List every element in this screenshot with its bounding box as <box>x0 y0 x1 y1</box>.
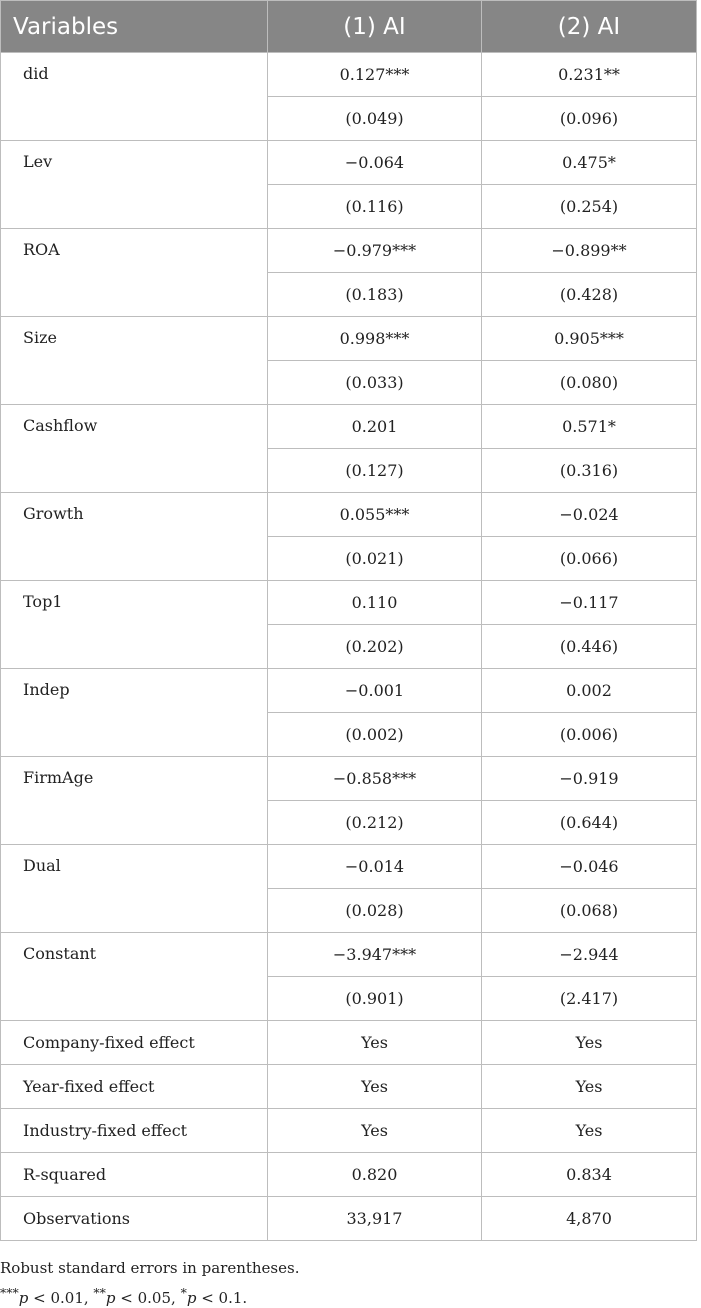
coefficient-cell: −0.919 <box>482 757 697 801</box>
coefficient-cell: 0.055*** <box>268 493 482 537</box>
coefficient-cell: −0.979*** <box>268 229 482 273</box>
variable-row <box>1 493 697 537</box>
summary-value: Yes <box>268 1065 482 1109</box>
variable-name: Constant <box>1 933 268 1021</box>
p-symbol: p <box>18 1289 29 1307</box>
variable-row <box>1 229 697 273</box>
variable-name: ROA <box>1 229 268 317</box>
standard-error-cell: (0.021) <box>268 537 482 581</box>
variable-name: Lev <box>1 141 268 229</box>
p-symbol: p <box>105 1289 116 1307</box>
significance-stars: ** <box>93 1285 106 1300</box>
summary-label: R-squared <box>1 1153 268 1197</box>
coefficient-cell: 0.127*** <box>268 53 482 97</box>
variable-name: Top1 <box>1 581 268 669</box>
coefficient-cell: −0.117 <box>482 581 697 625</box>
summary-label: Year-fixed effect <box>1 1065 268 1109</box>
summary-label: Industry-fixed effect <box>1 1109 268 1153</box>
coefficient-cell: 0.002 <box>482 669 697 713</box>
standard-error-cell: (0.068) <box>482 889 697 933</box>
summary-row <box>1 1153 697 1197</box>
variable-name: did <box>1 53 268 141</box>
standard-error-cell: (0.002) <box>268 713 482 757</box>
standard-error-cell: (0.127) <box>268 449 482 493</box>
header-col2: (2) AI <box>482 1 697 53</box>
variable-name: Size <box>1 317 268 405</box>
standard-error-cell: (0.183) <box>268 273 482 317</box>
footnote-significance <box>0 1285 247 1307</box>
standard-error-cell: (0.428) <box>482 273 697 317</box>
standard-error-cell: (0.049) <box>268 97 482 141</box>
variable-row <box>1 405 697 449</box>
standard-error-cell: (0.080) <box>482 361 697 405</box>
standard-error-cell: (0.644) <box>482 801 697 845</box>
table-header <box>1 1 697 53</box>
header-variables: Variables <box>1 1 268 53</box>
variable-row <box>1 141 697 185</box>
variable-name: FirmAge <box>1 757 268 845</box>
standard-error-cell: (0.254) <box>482 185 697 229</box>
variable-name: Indep <box>1 669 268 757</box>
summary-value: 4,870 <box>482 1197 697 1241</box>
coefficient-cell: −0.899** <box>482 229 697 273</box>
table-body <box>1 53 697 1241</box>
variable-row <box>1 317 697 361</box>
standard-error-cell: (0.202) <box>268 625 482 669</box>
variable-row <box>1 845 697 889</box>
summary-value: 0.834 <box>482 1153 697 1197</box>
standard-error-cell: (0.028) <box>268 889 482 933</box>
variable-row <box>1 581 697 625</box>
variable-row <box>1 669 697 713</box>
coefficient-cell: 0.475* <box>482 141 697 185</box>
standard-error-cell: (0.116) <box>268 185 482 229</box>
summary-value: Yes <box>268 1109 482 1153</box>
variable-row <box>1 757 697 801</box>
coefficient-cell: 0.571* <box>482 405 697 449</box>
threshold-text: < 0.1. <box>196 1289 248 1307</box>
summary-value: Yes <box>482 1021 697 1065</box>
coefficient-cell: −0.014 <box>268 845 482 889</box>
significance-stars: *** <box>0 1285 19 1300</box>
standard-error-cell: (0.212) <box>268 801 482 845</box>
coefficient-cell: −0.001 <box>268 669 482 713</box>
variable-name: Cashflow <box>1 405 268 493</box>
variable-name: Dual <box>1 845 268 933</box>
coefficient-cell: −3.947*** <box>268 933 482 977</box>
standard-error-cell: (0.066) <box>482 537 697 581</box>
standard-error-cell: (0.033) <box>268 361 482 405</box>
coefficient-cell: −0.024 <box>482 493 697 537</box>
summary-value: Yes <box>482 1109 697 1153</box>
summary-label: Company-fixed effect <box>1 1021 268 1065</box>
summary-value: Yes <box>482 1065 697 1109</box>
variable-row <box>1 933 697 977</box>
coefficient-cell: 0.998*** <box>268 317 482 361</box>
standard-error-cell: (0.096) <box>482 97 697 141</box>
standard-error-cell: (0.316) <box>482 449 697 493</box>
standard-error-cell: (2.417) <box>482 977 697 1021</box>
footnote-robust: Robust standard errors in parentheses. <box>0 1259 300 1277</box>
standard-error-cell: (0.446) <box>482 625 697 669</box>
coefficient-cell: 0.905*** <box>482 317 697 361</box>
summary-value: Yes <box>268 1021 482 1065</box>
summary-row <box>1 1109 697 1153</box>
threshold-text: < 0.01, <box>28 1289 94 1307</box>
summary-value: 33,917 <box>268 1197 482 1241</box>
variable-row <box>1 53 697 97</box>
summary-row <box>1 1065 697 1109</box>
coefficient-cell: −0.858*** <box>268 757 482 801</box>
coefficient-cell: −0.064 <box>268 141 482 185</box>
summary-label: Observations <box>1 1197 268 1241</box>
coefficient-cell: 0.201 <box>268 405 482 449</box>
coefficient-cell: 0.231** <box>482 53 697 97</box>
standard-error-cell: (0.901) <box>268 977 482 1021</box>
p-symbol: p <box>186 1289 197 1307</box>
standard-error-cell: (0.006) <box>482 713 697 757</box>
coefficient-cell: −0.046 <box>482 845 697 889</box>
summary-value: 0.820 <box>268 1153 482 1197</box>
significance-stars: * <box>180 1285 187 1300</box>
header-col1: (1) AI <box>268 1 482 53</box>
coefficient-cell: −2.944 <box>482 933 697 977</box>
coefficient-cell: 0.110 <box>268 581 482 625</box>
threshold-text: < 0.05, <box>115 1289 181 1307</box>
summary-row <box>1 1197 697 1241</box>
variable-name: Growth <box>1 493 268 581</box>
summary-row <box>1 1021 697 1065</box>
header-row <box>1 1 697 53</box>
